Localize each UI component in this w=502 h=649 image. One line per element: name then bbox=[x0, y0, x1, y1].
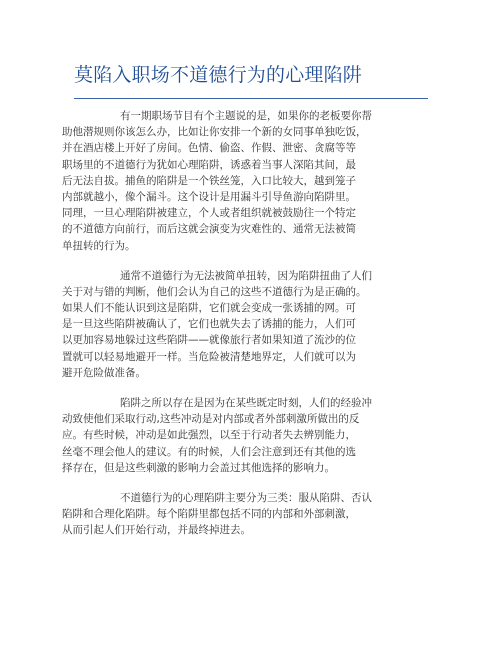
paragraph-line: 置就可以轻易地避开一样。当危险被清楚地界定，人们就可以为 bbox=[62, 350, 356, 363]
paragraph-line: 陷阱和合理化陷阱。每个陷阱里都包括不同的内部和外部刺激， bbox=[62, 508, 356, 521]
paragraph-line: 有一期职场节目有个主题说的是，如果你的老板要你帮 bbox=[120, 110, 372, 122]
paragraph-line: 丝毫不理会他人的建议。有的时候，人们会注意到还有其他的选 bbox=[62, 445, 356, 458]
paragraph-line: 职场里的不道德行为犹如心理陷阱，诱惑着当事人深陷其间，最 bbox=[62, 158, 356, 171]
paragraph-line: 避开危险做准备。 bbox=[62, 366, 146, 379]
document-body bbox=[62, 108, 442, 553]
paragraph-line: 后无法自拔。捕鱼的陷阱是一个铁丝笼，入口比较大，越到笼子 bbox=[62, 174, 356, 187]
paragraph-line: 助他潜规则你该怎么办，比如让你安排一个新的女同事单独吃饭， bbox=[62, 126, 367, 139]
paragraph-line: 动致使他们采取行动,这些冲动是对内部或者外部刺激所做出的反 bbox=[62, 413, 360, 426]
paragraph-line: 陷阱之所以存在是因为在某些既定时刻，人们的经验冲 bbox=[120, 397, 372, 409]
paragraph-line: 以更加容易地躲过这些陷阱——就像旅行者如果知道了流沙的位 bbox=[62, 334, 356, 347]
paragraph-line: 单扭转的行为。 bbox=[62, 239, 136, 252]
paragraph-2 bbox=[62, 268, 442, 381]
paragraph-line: 通常不道德行为无法被简单扭转，因为陷阱扭曲了人们 bbox=[120, 269, 372, 282]
paragraph-line: 的不道德方向前行，而后这就会演变为灾难性的、通常无法被简 bbox=[62, 223, 356, 236]
paragraph-line: 关于对与错的判断，他们会认为自己的这些不道德行为是正确的。 bbox=[62, 285, 367, 298]
paragraph-line: 是一旦这些陷阱被确认了，它们也就失去了诱捕的能力，人们可 bbox=[62, 318, 356, 331]
paragraph-line: 不道德行为的心理陷阱主要分为三类：服从陷阱、否认 bbox=[120, 491, 372, 504]
paragraph-line: 从而引起人们开始行动，并最终掉进去。 bbox=[62, 524, 251, 537]
document-title: 莫陷入职场不道德行为的心理陷阱 bbox=[74, 64, 363, 86]
paragraph-4 bbox=[62, 490, 442, 539]
paragraph-line: 择存在，但是这些刺激的影响力会盖过其他选择的影响力。 bbox=[62, 461, 335, 474]
paragraph-1 bbox=[62, 108, 442, 254]
paragraph-line: 同理，一旦心理陷阱被建立，个人或者组织就被鼓励往一个特定 bbox=[62, 207, 356, 220]
paragraph-3 bbox=[62, 395, 442, 476]
paragraph-line: 应。有些时候，冲动是如此强烈，以至于行动者失去辨别能力， bbox=[62, 429, 356, 442]
title-underline bbox=[74, 98, 428, 99]
paragraph-line: 并在酒店楼上开好了房间。色情、偷盗、作假、泄密、贪腐等等 bbox=[62, 142, 356, 155]
paragraph-line: 如果人们不能认识到这是陷阱，它们就会变成一张诱捕的网。可 bbox=[62, 302, 356, 315]
paragraph-line: 内部就越小，像个漏斗。这个设计是用漏斗引导鱼游向陷阱里。 bbox=[62, 190, 356, 203]
